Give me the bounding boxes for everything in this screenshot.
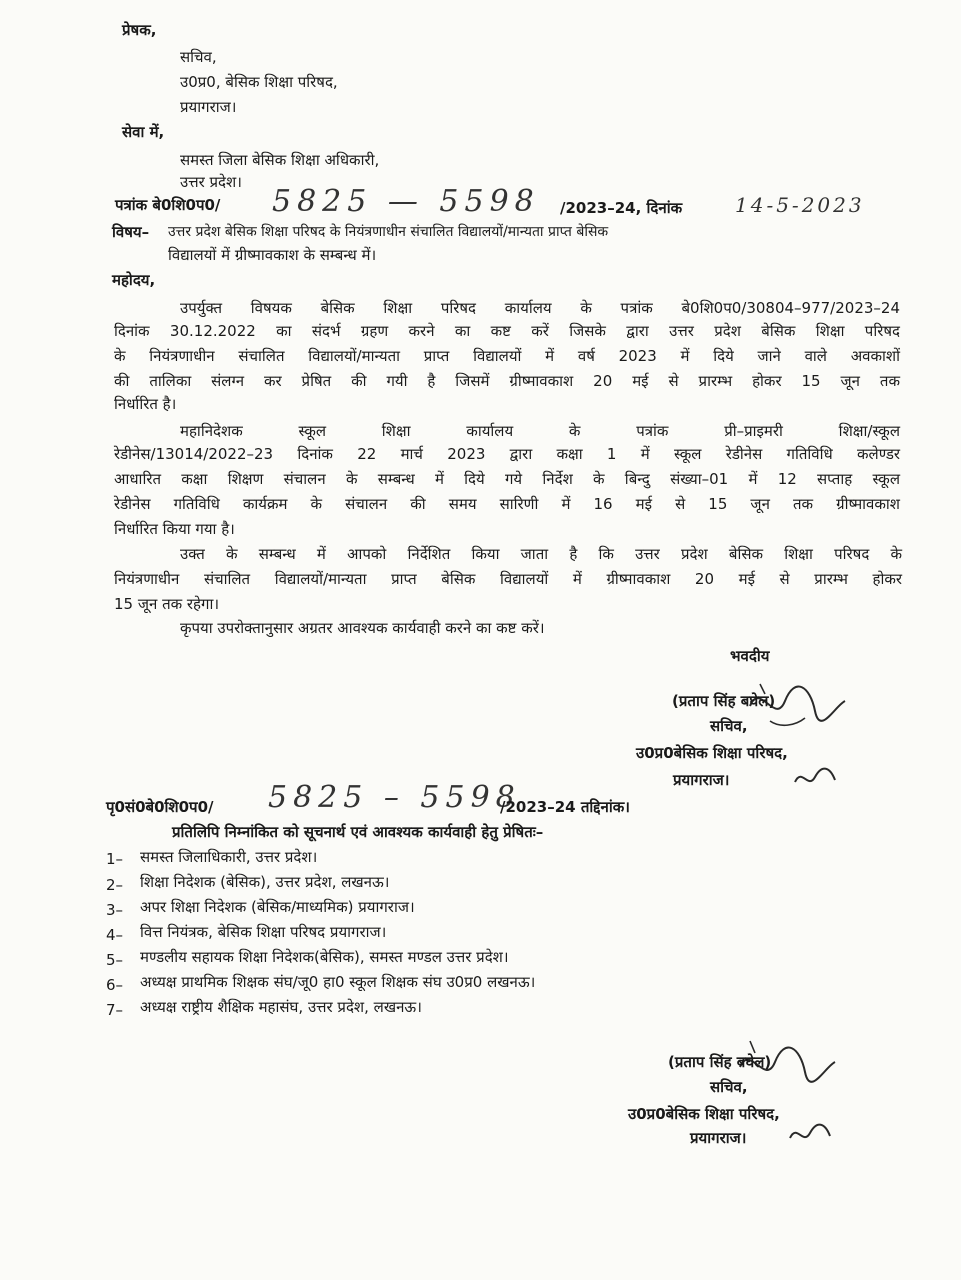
copy-reference-year: /2023–24 तद्दिनांक। [500, 798, 630, 816]
recipient-line: उत्तर प्रदेश। [180, 173, 242, 191]
paragraph-line: नियंत्रणाधीन संचालित विद्यालयों/मान्यता प्राप्त बेसिक विद्यालयों में ग्रीष्मावकाश 20 मई से प्रारम्भ होकर [114, 570, 902, 588]
copy-list-item: समस्त जिलाधिकारी, उत्तर प्रदेश। [140, 848, 318, 866]
paragraph-line: रेडीनेस/13014/2022–23 दिनांक 22 मार्च 2023 द्वारा कक्षा 1 में स्कूल रेडीनेस गतिविधि कलेण्डर [114, 445, 900, 463]
copy-list-number: 2– [106, 876, 124, 894]
subject-label: विषय– [112, 223, 150, 241]
paragraph-line: उपर्युक्त विषयक बेसिक शिक्षा परिषद कार्यालय के पत्रांक बे0शि0प0/30804–977/2023–24 [180, 299, 900, 317]
signatory-designation: सचिव, [710, 717, 748, 735]
copy-list-number: 3– [106, 901, 124, 919]
subject-line: उत्तर प्रदेश बेसिक शिक्षा परिषद के नियंत्रणाधीन संचालित विद्यालयों/मान्यता प्राप्त बेसिक [168, 224, 609, 240]
handwritten-letter-number: 5825 — 5598 [272, 184, 540, 219]
signatory-name: (प्रताप सिंह बघेल) [668, 1053, 772, 1071]
copy-list-number: 7– [106, 1001, 124, 1019]
signatory-designation: सचिव, [710, 1078, 748, 1096]
paragraph-line: निर्धारित किया गया है। [114, 520, 235, 538]
paragraph-line: उक्त के सम्बन्ध में आपको निर्देशित किया जाता है कि उत्तर प्रदेश बेसिक शिक्षा परिषद के [180, 545, 902, 563]
copy-list-item: वित्त नियंत्रक, बेसिक शिक्षा परिषद प्रयागराज। [140, 923, 387, 941]
copy-reference-label: पृ0सं0बे0शि0प0/ [106, 798, 214, 816]
copy-list-item: अध्यक्ष राष्ट्रीय शैक्षिक महासंघ, उत्तर प्रदेश, लखनऊ। [140, 998, 422, 1016]
sender-line: प्रयागराज। [180, 98, 237, 116]
recipient-line: समस्त जिला बेसिक शिक्षा अधिकारी, [180, 151, 380, 169]
paragraph-line: आधारित कक्षा शिक्षण संचालन के सम्बन्ध में दिये गये निर्देश के बिन्दु संख्या–01 में 12 सप्ताह स्कूल [114, 470, 900, 488]
initials-mark [790, 762, 840, 792]
copy-list-item: शिक्षा निदेशक (बेसिक), उत्तर प्रदेश, लखनऊ। [140, 873, 390, 891]
signatory-office: उ0प्र0बेसिक शिक्षा परिषद, [628, 1105, 780, 1123]
handwritten-date: 14-5-2023 [735, 193, 865, 217]
paragraph-line: दिनांक 30.12.2022 का संदर्भ ग्रहण करने का कष्ट करें जिसके द्वारा उत्तर प्रदेश बेसिक शिक्षा परिषद [114, 322, 900, 340]
sender-label: प्रेषक, [122, 21, 157, 39]
copy-list-number: 4– [106, 926, 124, 944]
copy-list-number: 1– [106, 850, 124, 868]
reference-label: पत्रांक बे0शि0प0/ [115, 196, 221, 214]
paragraph-line: महानिदेशक स्कूल शिक्षा कार्यालय के पत्रांक प्री–प्राइमरी शिक्षा/स्कूल [180, 422, 900, 440]
copy-list-number: 6– [106, 976, 124, 994]
copy-list-item: अपर शिक्षा निदेशक (बेसिक/माध्यमिक) प्रयागराज। [140, 898, 415, 916]
signatory-name: (प्रताप सिंह बघेल) [672, 692, 776, 710]
sender-line: सचिव, [180, 48, 217, 66]
recipient-label: सेवा में, [122, 123, 165, 141]
subject-line: विद्यालयों में ग्रीष्मावकाश के सम्बन्ध में। [168, 246, 377, 264]
signatory-city: प्रयागराज। [690, 1129, 747, 1147]
paragraph-line: कृपया उपरोक्तानुसार अग्रतर आवश्यक कार्यवाही करने का कष्ट करें। [180, 619, 545, 637]
paragraph-line: की तालिका संलग्न कर प्रेषित की गयी है जिसमें ग्रीष्मावकाश 20 मई से प्रारम्भ होकर 15 जून तक [114, 372, 900, 390]
copy-heading: प्रतिलिपि निम्नांकित को सूचनार्थ एवं आवश्यक कार्यवाही हेतु प्रेषितः– [172, 823, 544, 841]
signatory-office: उ0प्र0बेसिक शिक्षा परिषद, [636, 744, 788, 762]
paragraph-line: के नियंत्रणाधीन संचालित विद्यालयों/मान्यता प्राप्त विद्यालयों में वर्ष 2023 में दिये जाने वाले अवकाशों [114, 347, 900, 365]
signatory-city: प्रयागराज। [673, 771, 730, 789]
sender-line: उ0प्र0, बेसिक शिक्षा परिषद, [180, 73, 338, 91]
closing: भवदीय [730, 647, 770, 665]
copy-list-number: 5– [106, 951, 124, 969]
initials-mark [785, 1118, 835, 1148]
copy-list-item: मण्डलीय सहायक शिक्षा निदेशक(बेसिक), समस्त मण्डल उत्तर प्रदेश। [140, 948, 509, 966]
paragraph-line: निर्धारित है। [114, 395, 177, 413]
paragraph-line: रेडीनेस गतिविधि कार्यक्रम के संचालन की समय सारिणी में 16 मई से 15 जून तक ग्रीष्मावकाश [114, 495, 900, 513]
reference-year: /2023–24, दिनांक [560, 199, 683, 217]
salutation: महोदय, [112, 271, 156, 289]
handwritten-copy-number: 5825 – 5598 [268, 780, 521, 815]
copy-list-item: अध्यक्ष प्राथमिक शिक्षक संघ/जू0 हा0 स्कूल शिक्षक संघ उ0प्र0 लखनऊ। [140, 973, 536, 991]
paragraph-line: 15 जून तक रहेगा। [114, 595, 220, 613]
